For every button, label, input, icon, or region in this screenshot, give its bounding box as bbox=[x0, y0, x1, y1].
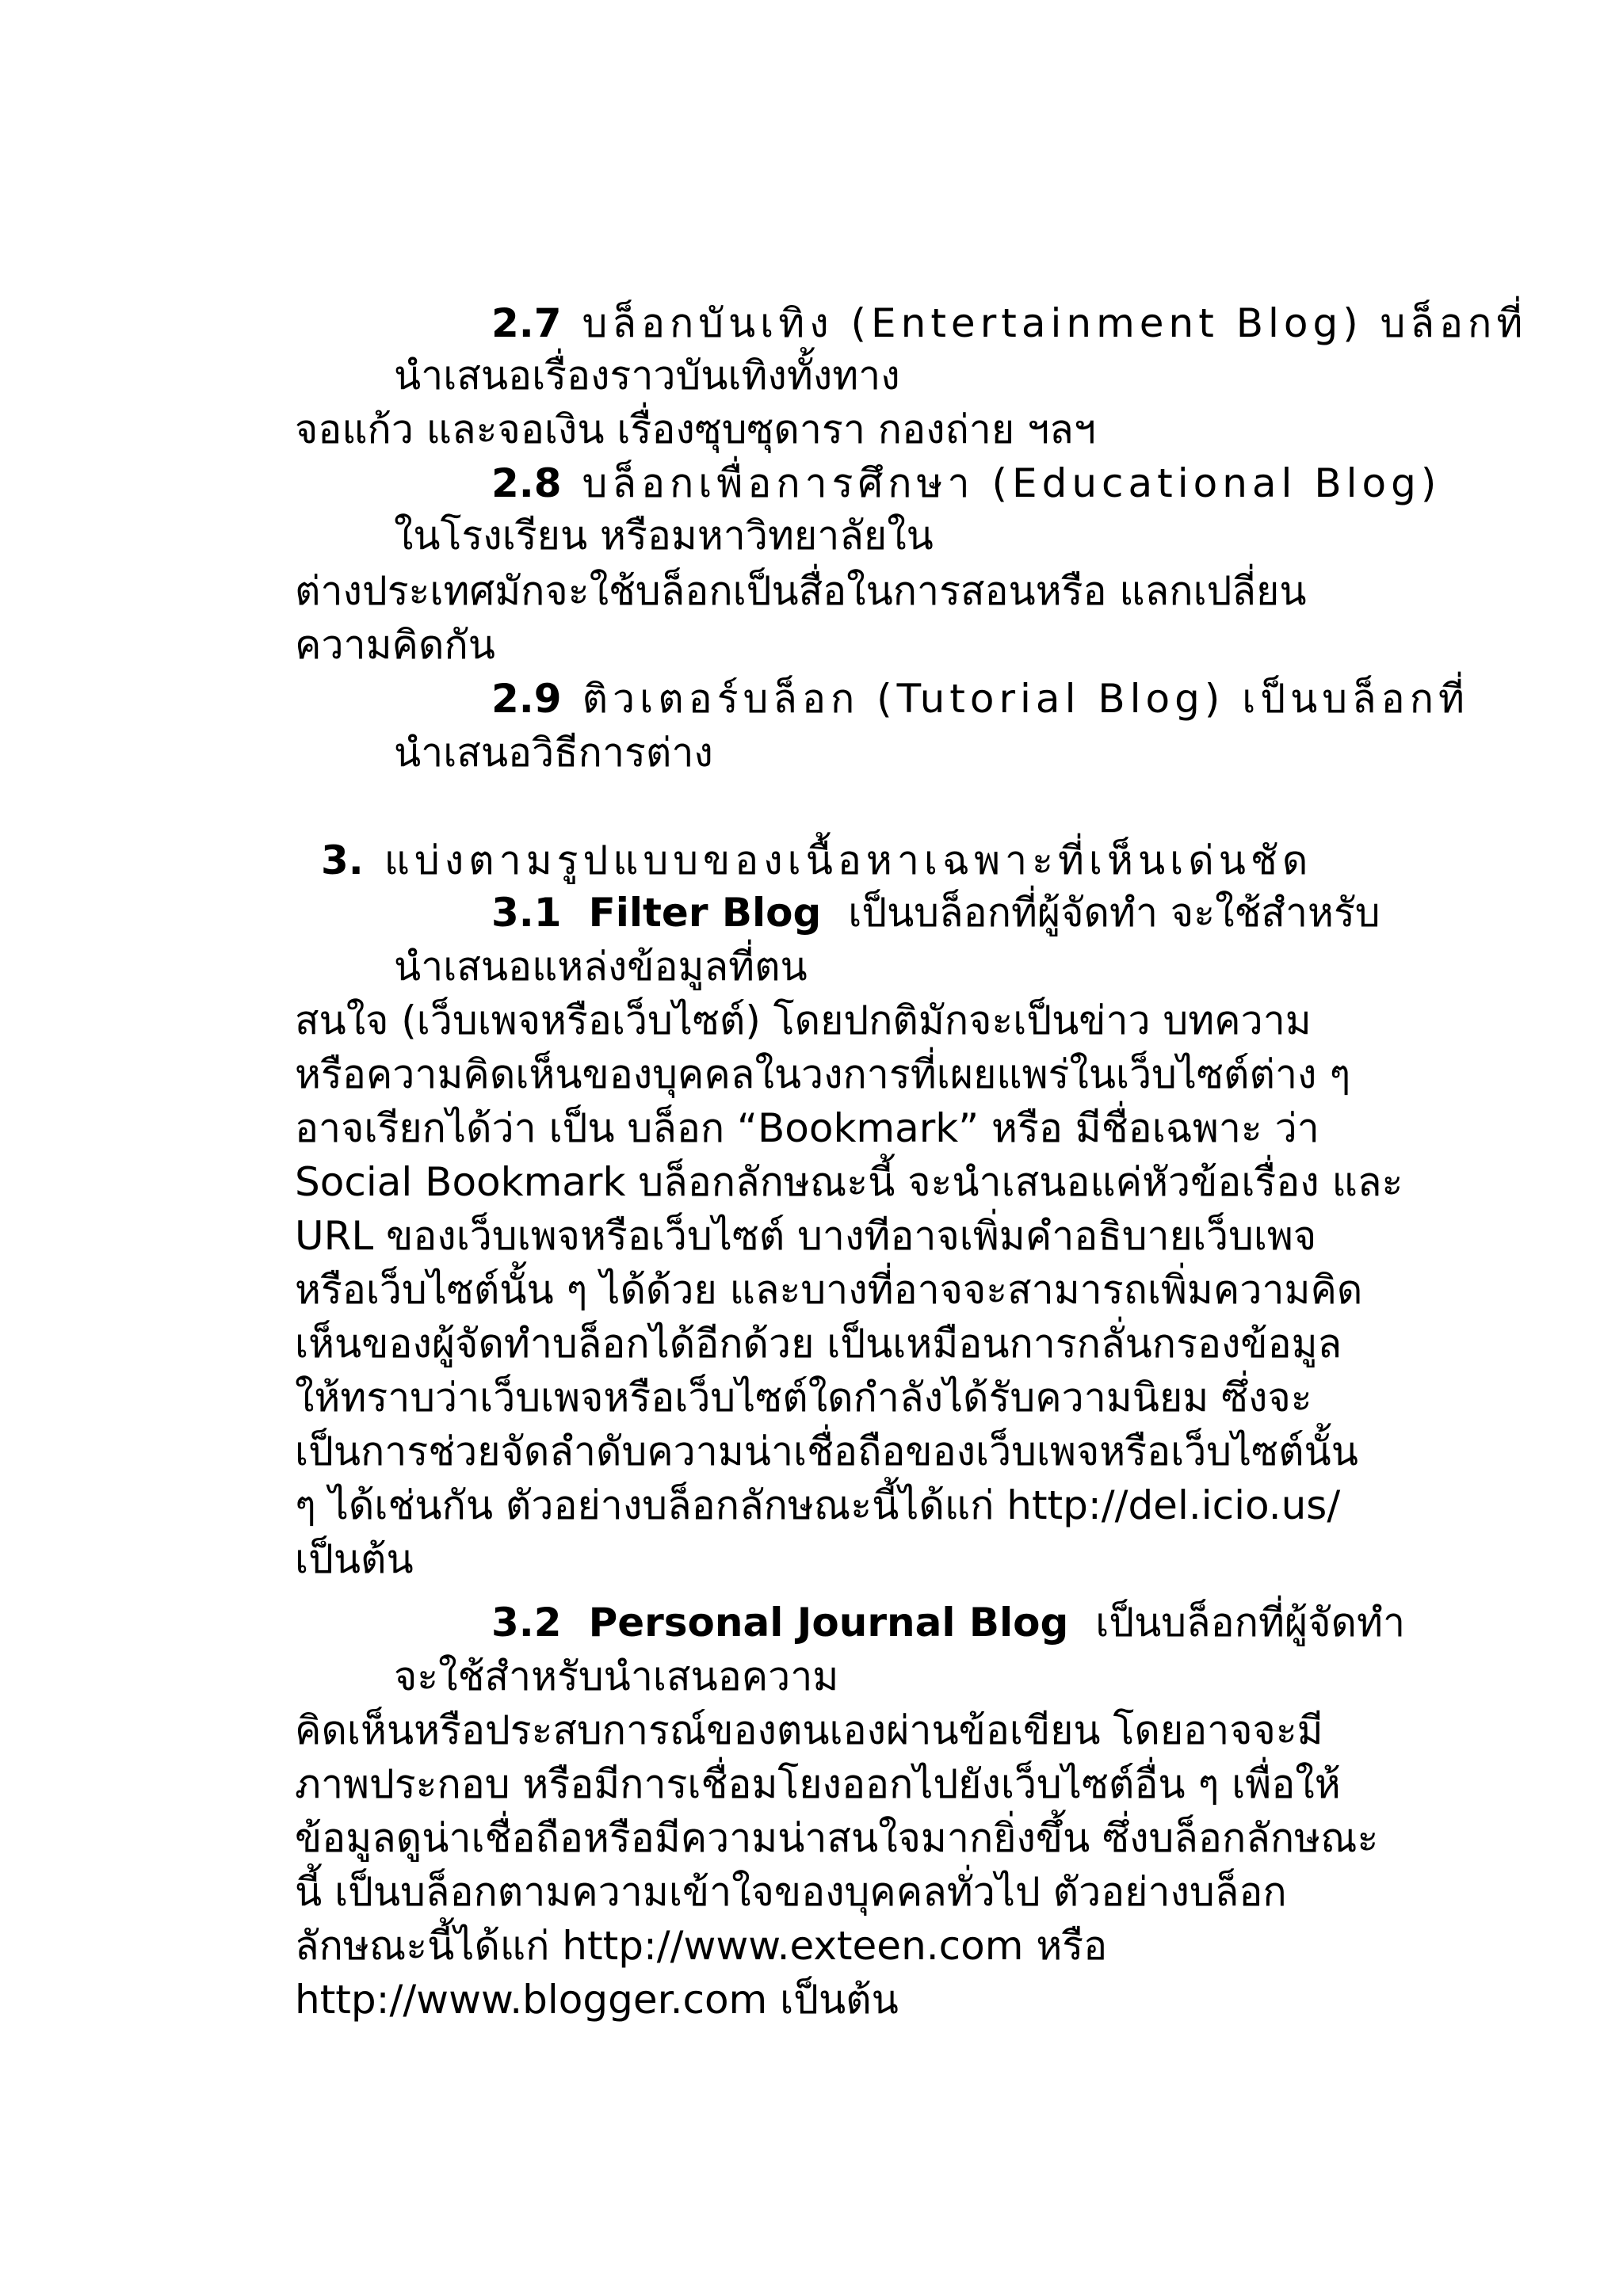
section-3-2-heading bbox=[491, 1596, 1405, 1650]
section-2-7-heading bbox=[491, 296, 1527, 350]
paragraph-line: จะใช้สำหรับนำเสนอความ bbox=[394, 1653, 839, 1699]
paragraph-line: นำเสนอแหล่งข้อมูลที่ตน bbox=[394, 944, 808, 990]
section-text: ติวเตอร์บล็อก (Tutorial Blog) เป็นบล็อกที่ bbox=[582, 676, 1469, 722]
section-text: บล็อกบันเทิง (Entertainment Blog) บล็อกที่ bbox=[582, 300, 1528, 346]
section-2-8-heading bbox=[491, 456, 1441, 510]
section-number: 2.9 bbox=[491, 676, 562, 722]
paragraph-line: เห็นของผู้จัดทำบล็อกได้อีกด้วย เป็นเหมือนการกลั่นกรองข้อมูล bbox=[295, 1321, 1342, 1367]
section-text: บล็อกเพื่อการศึกษา (Educational Blog) bbox=[582, 460, 1442, 506]
paragraph-line: http://www.blogger.com เป็นต้น bbox=[295, 1977, 899, 2023]
paragraph-line: ให้ทราบว่าเว็บเพจหรือเว็บไซต์ใดกำลังได้รับความนิยม ซึ่งจะ bbox=[295, 1375, 1312, 1421]
paragraph-line: นำเสนอวิธีการต่าง bbox=[394, 730, 713, 776]
paragraph-line: คิดเห็นหรือประสบการณ์ของตนเองผ่านข้อเขียน โดยอาจจะมี bbox=[295, 1707, 1323, 1753]
paragraph-line: ๆ ได้เช่นกัน ตัวอย่างบล็อกลักษณะนี้ได้แก่ http://del.icio.us/ bbox=[295, 1482, 1341, 1528]
paragraph-line: จอแก้ว และจอเงิน เรื่องซุบซุดารา กองถ่าย ฯลฯ bbox=[295, 406, 1096, 452]
paragraph-line: เป็นต้น bbox=[295, 1536, 414, 1582]
paragraph-line: หรือความคิดเห็นของบุคคลในวงการที่เผยแพร่ในเว็บไซต์ต่าง ๆ bbox=[295, 1051, 1351, 1097]
paragraph-line: Social Bookmark บล็อกลักษณะนี้ จะนำเสนอแค่หัวข้อเรื่อง และ bbox=[295, 1159, 1403, 1205]
section-title: Filter Blog bbox=[588, 890, 822, 936]
paragraph-line: นำเสนอเรื่องราวบันเทิงทั้งทาง bbox=[394, 353, 900, 399]
paragraph-line: นี้ เป็นบล็อกตามความเข้าใจของบุคคลทั่วไป ตัวอย่างบล็อก bbox=[295, 1869, 1287, 1915]
paragraph-line: ลักษณะนี้ได้แก่ http://www.exteen.com หรือ bbox=[295, 1923, 1108, 1969]
paragraph-line: ต่างประเทศมักจะใช้บล็อกเป็นสื่อในการสอนหรือ แลกเปลี่ยน bbox=[295, 568, 1307, 614]
section-text: เป็นบล็อกที่ผู้จัดทำ bbox=[1095, 1600, 1406, 1646]
section-number: 2.7 bbox=[491, 300, 562, 346]
section-number: 3.1 bbox=[491, 890, 562, 936]
paragraph-line: ข้อมูลดูน่าเชื่อถือหรือมีความน่าสนใจมากยิ่งขึ้น ซึ่งบล็อกลักษณะ bbox=[295, 1815, 1379, 1861]
paragraph-line: หรือเว็บไซต์นั้น ๆ ได้ด้วย และบางที่อาจจะสามารถเพิ่มความคิด bbox=[295, 1267, 1363, 1313]
section-text: เป็นบล็อกที่ผู้จัดทำ จะใช้สำหรับ bbox=[848, 890, 1381, 936]
section-number: 2.8 bbox=[491, 460, 562, 506]
section-number: 3.2 bbox=[491, 1600, 562, 1646]
section-3-heading bbox=[321, 833, 1312, 887]
section-text: แบ่งตามรูปแบบของเนื้อหาเฉพาะที่เห็นเด่นชัด bbox=[384, 837, 1313, 883]
paragraph-line: URL ของเว็บเพจหรือเว็บไซต์ บางทีอาจเพิ่มคำอธิบายเว็บเพจ bbox=[295, 1213, 1317, 1259]
paragraph-line: ในโรงเรียน หรือมหาวิทยาลัยใน bbox=[394, 513, 934, 559]
paragraph-line: อาจเรียกได้ว่า เป็น บล็อก “Bookmark” หรือ มีชื่อเฉพาะ ว่า bbox=[295, 1105, 1319, 1151]
section-2-9-heading bbox=[491, 672, 1469, 726]
paragraph-line: ภาพประกอบ หรือมีการเชื่อมโยงออกไปยังเว็บไซต์อื่น ๆ เพื่อให้ bbox=[295, 1761, 1341, 1807]
paragraph-line: สนใจ (เว็บเพจหรือเว็บไซต์) โดยปกติมักจะเป็นข่าว บทความ bbox=[295, 997, 1312, 1043]
paragraph-line: เป็นการช่วยจัดลำดับความน่าเชื่อถือของเว็บเพจหรือเว็บไซต์นั้น bbox=[295, 1428, 1358, 1474]
section-number: 3. bbox=[321, 837, 364, 883]
paragraph-line: ความคิดกัน bbox=[295, 622, 495, 668]
section-title: Personal Journal Blog bbox=[588, 1600, 1069, 1646]
section-3-1-heading bbox=[491, 886, 1381, 940]
